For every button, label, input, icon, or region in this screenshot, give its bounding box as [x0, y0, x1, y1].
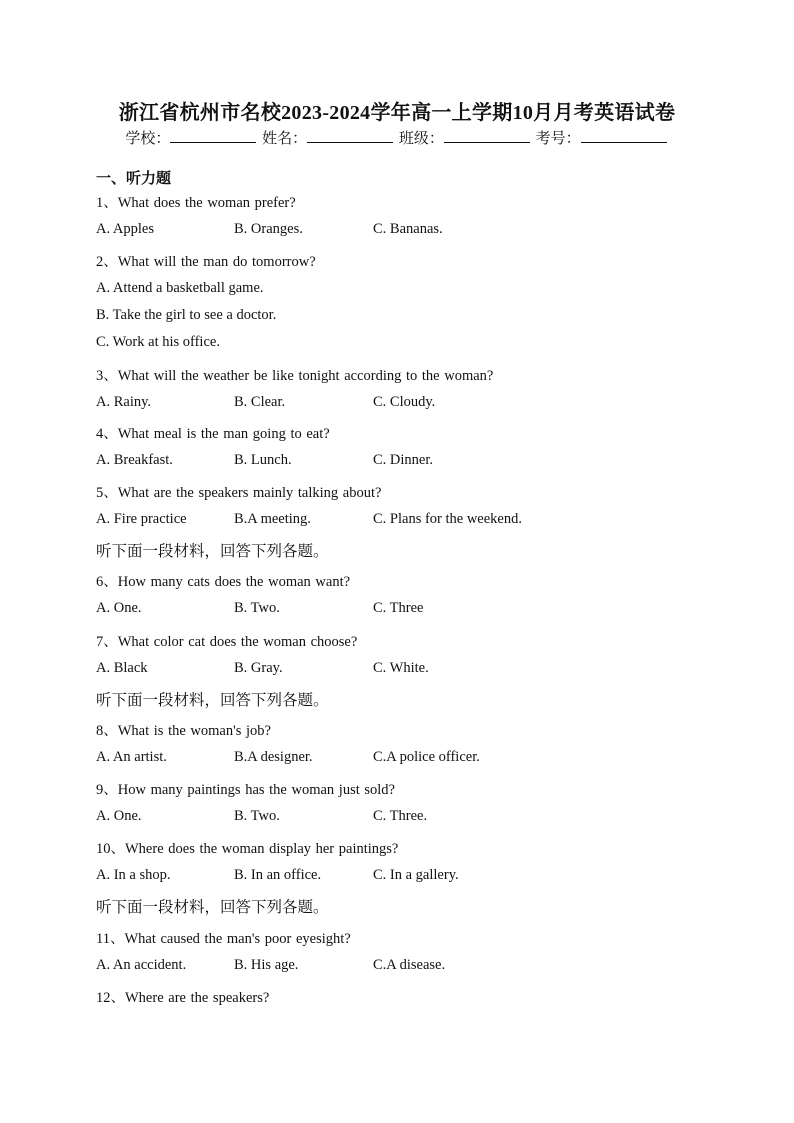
class-blank[interactable]	[444, 130, 530, 143]
question-7-option-b: B. Gray.	[234, 660, 283, 676]
question-8-stem: 8、What is the woman's job?	[96, 723, 271, 739]
question-3-stem: 3、What will the weather be like tonight according to the woman?	[96, 368, 494, 384]
question-9-option-c: C. Three.	[373, 808, 428, 824]
question-1-stem: 1、What does the woman prefer?	[96, 195, 296, 211]
question-9-stem: 9、How many paintings has the woman just sold?	[96, 782, 395, 798]
question-11-stem: 11、What caused the man's poor eyesight?	[96, 931, 351, 947]
question-1-option-c: C. Bananas.	[373, 221, 443, 237]
instruction-2: 听下面一段材料，回答下列各题。	[96, 692, 329, 709]
question-2-stem: 2、What will the man do tomorrow?	[96, 254, 316, 270]
section-heading-listening: 一、听力题	[96, 171, 172, 187]
school-label: 学校：	[125, 131, 171, 147]
question-1-option-b: B. Oranges.	[234, 221, 303, 237]
question-2-option-b: B. Take the girl to see a doctor.	[96, 307, 277, 323]
question-6-option-b: B. Two.	[234, 600, 280, 616]
question-3-option-c: C. Cloudy.	[373, 394, 436, 410]
exam-number-blank[interactable]	[581, 130, 667, 143]
question-12-stem: 12、Where are the speakers?	[96, 990, 270, 1006]
question-4-option-c: C. Dinner.	[373, 452, 434, 468]
question-11-option-c: C.A disease.	[373, 957, 446, 973]
instruction-1: 听下面一段材料，回答下列各题。	[96, 543, 329, 560]
question-7-option-c: C. White.	[373, 660, 429, 676]
question-2-option-a: A. Attend a basketball game.	[96, 280, 264, 296]
question-6-stem: 6、How many cats does the woman want?	[96, 574, 351, 590]
question-3-option-b: B. Clear.	[234, 394, 286, 410]
question-2-option-c: C. Work at his office.	[96, 334, 220, 350]
name-label: 姓名：	[262, 131, 308, 147]
question-5-stem: 5、What are the speakers mainly talking about?	[96, 485, 382, 501]
question-8-option-b: B.A designer.	[234, 749, 313, 765]
question-3-option-a: A. Rainy.	[96, 394, 152, 410]
exam-number-label: 考号：	[535, 131, 581, 147]
school-blank[interactable]	[170, 130, 256, 143]
name-blank[interactable]	[307, 130, 393, 143]
question-11-option-b: B. His age.	[234, 957, 299, 973]
question-4-stem: 4、What meal is the man going to eat?	[96, 426, 330, 442]
question-10-option-c: C. In a gallery.	[373, 867, 459, 883]
question-5-option-c: C. Plans for the weekend.	[373, 511, 522, 527]
question-4-option-b: B. Lunch.	[234, 452, 292, 468]
question-7-option-a: A. Black	[96, 660, 148, 676]
question-7-stem: 7、What color cat does the woman choose?	[96, 634, 358, 650]
question-10-option-b: B. In an office.	[234, 867, 322, 883]
question-8-option-c: C.A police officer.	[373, 749, 480, 765]
question-5-option-a: A. Fire practice	[96, 511, 187, 527]
question-10-stem: 10、Where does the woman display her paintings?	[96, 841, 399, 857]
instruction-3: 听下面一段材料，回答下列各题。	[96, 899, 329, 916]
question-4-option-a: A. Breakfast.	[96, 452, 173, 468]
question-8-option-a: A. An artist.	[96, 749, 167, 765]
question-10-option-a: A. In a shop.	[96, 867, 171, 883]
question-5-option-b: B.A meeting.	[234, 511, 311, 527]
question-9-option-a: A. One.	[96, 808, 142, 824]
question-6-option-a: A. One.	[96, 600, 142, 616]
student-info-row	[0, 127, 794, 148]
question-11-option-a: A. An accident.	[96, 957, 187, 973]
class-label: 班级：	[398, 131, 444, 147]
question-9-option-b: B. Two.	[234, 808, 280, 824]
question-1-option-a: A. Apples	[96, 221, 154, 237]
question-6-option-c: C. Three	[373, 600, 424, 616]
exam-title: 浙江省杭州市名校2023-2024学年高一上学期10月月考英语试卷	[118, 102, 676, 124]
